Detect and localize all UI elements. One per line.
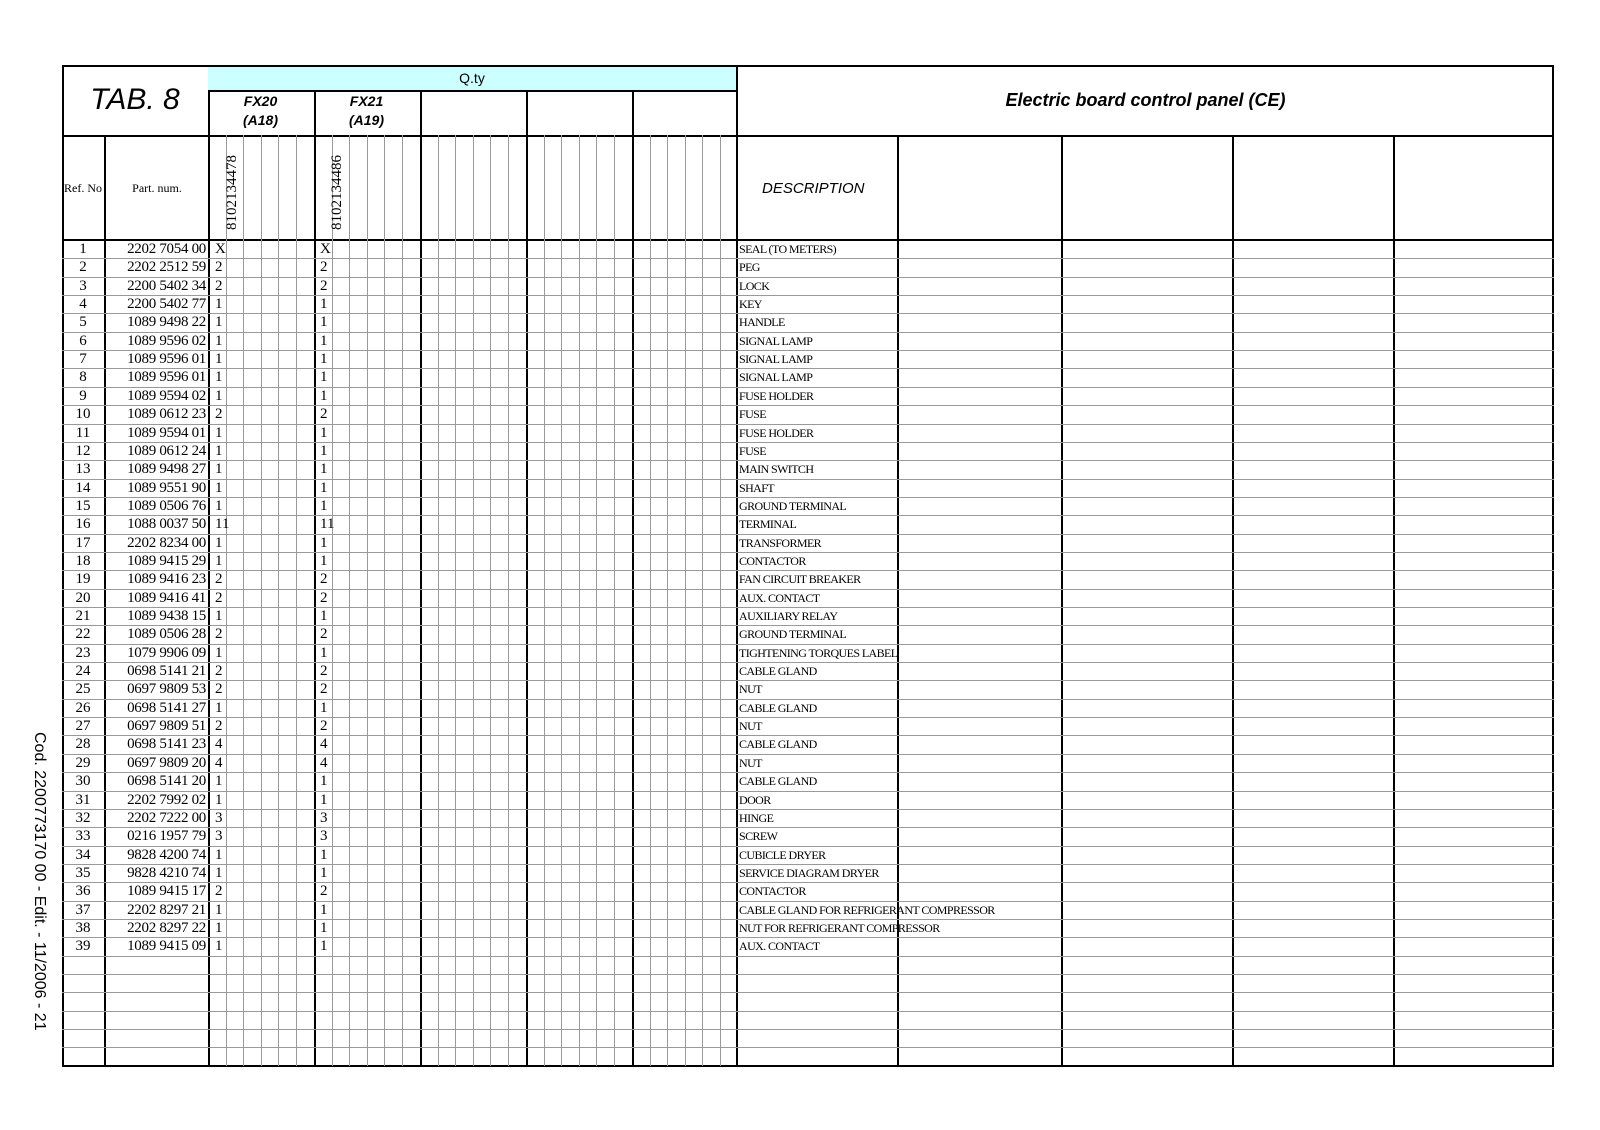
part-number-cell: 0698 5141 27 bbox=[127, 699, 206, 716]
qty-fx20-cell: 4 bbox=[215, 754, 223, 771]
qty-fx21-cell: 2 bbox=[320, 277, 328, 294]
description-cell: SIGNAL LAMP bbox=[739, 333, 813, 348]
qty-fx21-cell: 1 bbox=[320, 644, 328, 661]
description-cell: LOCK bbox=[739, 278, 770, 293]
ref-number-cell: 20 bbox=[75, 589, 91, 606]
table-row bbox=[0, 717, 1600, 735]
part-number-cell: 2202 7222 00 bbox=[127, 809, 206, 826]
table-row bbox=[0, 313, 1600, 331]
qty-fx20-cell: 2 bbox=[215, 277, 223, 294]
table-row bbox=[0, 625, 1600, 643]
ref-number-cell: 6 bbox=[79, 332, 87, 349]
part-number-cell: 1089 9594 01 bbox=[127, 424, 206, 441]
qty-fx21-cell: 1 bbox=[320, 424, 328, 441]
table-row bbox=[0, 699, 1600, 717]
qty-fx20-cell: 1 bbox=[215, 497, 223, 514]
part-number-cell: 1089 9596 02 bbox=[127, 332, 206, 349]
table-row bbox=[0, 424, 1600, 442]
qty-fx20-cell: 1 bbox=[215, 332, 223, 349]
part-number-cell: 0216 1957 79 bbox=[127, 828, 206, 845]
part-number-cell: 1089 9416 41 bbox=[127, 589, 206, 606]
qty-fx20-cell: 1 bbox=[215, 919, 223, 936]
part-number-cell: 1088 0037 50 bbox=[127, 516, 206, 533]
description-cell: FUSE bbox=[739, 443, 766, 458]
qty-fx20-cell: 1 bbox=[215, 901, 223, 918]
ref-number-cell: 12 bbox=[75, 442, 91, 459]
qty-fx20-cell: 1 bbox=[215, 938, 223, 955]
qty-fx21-cell: 1 bbox=[320, 552, 328, 569]
ref-number-cell: 15 bbox=[75, 497, 91, 514]
table-row bbox=[0, 754, 1600, 772]
table-row bbox=[0, 827, 1600, 845]
qty-fx20-cell: 1 bbox=[215, 351, 223, 368]
col-header-ref: Ref. No bbox=[64, 180, 102, 195]
part-number-cell: 1089 0612 23 bbox=[127, 406, 206, 423]
qty-fx20-cell: 1 bbox=[215, 846, 223, 863]
part-number-cell: 0697 9809 53 bbox=[127, 681, 206, 698]
part-number-cell: 2202 8297 21 bbox=[127, 901, 206, 918]
qty-fx21-cell: 1 bbox=[320, 461, 328, 478]
description-cell: TIGHTENING TORQUES LABEL bbox=[739, 645, 898, 660]
ref-number-cell: 36 bbox=[75, 883, 91, 900]
description-cell: AUX. CONTACT bbox=[739, 590, 820, 605]
table-row bbox=[0, 552, 1600, 570]
qty-fx21-cell: 1 bbox=[320, 296, 328, 313]
qty-fx21-cell: 1 bbox=[320, 901, 328, 918]
qty-fx21-cell: 1 bbox=[320, 314, 328, 331]
qty-fx20-cell: 1 bbox=[215, 608, 223, 624]
part-number-cell: 1089 0506 76 bbox=[127, 497, 206, 514]
grid-line bbox=[62, 974, 1554, 975]
qty-fx20-cell: 1 bbox=[215, 864, 223, 881]
part-number-cell: 1089 9415 17 bbox=[127, 883, 206, 900]
qty-fx20-cell: 2 bbox=[215, 259, 223, 276]
description-cell: HANDLE bbox=[739, 315, 785, 330]
qty-fx20-cell: 1 bbox=[215, 461, 223, 478]
description-cell: NUT bbox=[739, 719, 762, 734]
qty-fx20-cell: 1 bbox=[215, 387, 223, 404]
part-number-cell: 2202 7054 00 bbox=[127, 241, 206, 257]
part-number-cell: 2200 5402 77 bbox=[127, 296, 206, 313]
qty-fx21-cell: 2 bbox=[320, 883, 328, 900]
qty-fx20-cell: 11 bbox=[215, 516, 230, 533]
qty-fx21-cell: 2 bbox=[320, 681, 328, 698]
part-number-cell: 1089 9498 22 bbox=[127, 314, 206, 331]
qty-fx20-cell: 1 bbox=[215, 534, 223, 551]
qty-fx21-cell: 1 bbox=[320, 938, 328, 955]
table-row bbox=[0, 937, 1600, 955]
part-number-cell: 9828 4200 74 bbox=[127, 846, 206, 863]
ref-number-cell: 31 bbox=[75, 791, 91, 808]
qty-fx20-cell: 2 bbox=[215, 626, 223, 643]
grid-line bbox=[62, 956, 1554, 957]
table-row bbox=[0, 479, 1600, 497]
description-cell: NUT bbox=[739, 682, 762, 697]
table-row bbox=[0, 644, 1600, 662]
table-number: TAB. 8 bbox=[90, 83, 180, 116]
description-cell: CUBICLE DRYER bbox=[739, 847, 826, 862]
qty-fx21-cell: 4 bbox=[320, 736, 328, 753]
ref-number-cell: 25 bbox=[75, 681, 91, 698]
model-header-fx21 bbox=[314, 92, 419, 134]
ref-number-cell: 37 bbox=[75, 901, 91, 918]
table-row bbox=[0, 662, 1600, 680]
table-row bbox=[0, 332, 1600, 350]
qty-fx20-cell: 4 bbox=[215, 736, 223, 753]
qty-fx20-cell: 2 bbox=[215, 406, 223, 423]
part-number-cell: 1079 9906 09 bbox=[127, 644, 206, 661]
col-header-description: DESCRIPTION bbox=[762, 179, 865, 197]
ref-number-cell: 13 bbox=[75, 461, 91, 478]
part-number-cell: 9828 4210 74 bbox=[127, 864, 206, 881]
ref-number-cell: 18 bbox=[75, 552, 91, 569]
description-cell: CABLE GLAND bbox=[739, 700, 817, 715]
table-row bbox=[0, 405, 1600, 423]
table-row bbox=[0, 882, 1600, 900]
qty-fx21-cell: 2 bbox=[320, 663, 328, 680]
model-code-fx21: 8102134486 bbox=[329, 155, 345, 230]
description-cell: MAIN SWITCH bbox=[739, 462, 814, 477]
qty-fx20-cell: 1 bbox=[215, 644, 223, 661]
part-number-cell: 0697 9809 51 bbox=[127, 718, 206, 735]
table-row bbox=[0, 791, 1600, 809]
ref-number-cell: 35 bbox=[75, 864, 91, 881]
description-cell: PEG bbox=[739, 260, 760, 275]
qty-fx20-cell: 1 bbox=[215, 699, 223, 716]
qty-fx21-cell: 3 bbox=[320, 828, 328, 845]
ref-number-cell: 9 bbox=[79, 387, 87, 404]
ref-number-cell: 4 bbox=[79, 296, 87, 313]
ref-number-cell: 1 bbox=[79, 241, 87, 257]
ref-number-cell: 32 bbox=[75, 809, 91, 826]
model-variant: (A18) bbox=[242, 112, 278, 128]
description-cell: GROUND TERMINAL bbox=[739, 627, 847, 642]
description-cell: TERMINAL bbox=[739, 517, 797, 532]
qty-fx20-cell: 1 bbox=[215, 369, 223, 386]
qty-fx20-cell: 3 bbox=[215, 828, 223, 845]
qty-fx20-cell: 1 bbox=[215, 424, 223, 441]
qty-fx21-cell: 1 bbox=[320, 919, 328, 936]
ref-number-cell: 28 bbox=[75, 736, 91, 753]
description-cell: HINGE bbox=[739, 810, 774, 825]
qty-fx21-cell: 1 bbox=[320, 479, 328, 496]
ref-number-cell: 10 bbox=[75, 406, 91, 423]
ref-number-cell: 19 bbox=[75, 571, 91, 588]
ref-number-cell: 34 bbox=[75, 846, 91, 863]
part-number-cell: 1089 0612 24 bbox=[127, 442, 206, 459]
qty-fx21-cell: 3 bbox=[320, 809, 328, 826]
qty-fx21-cell: 1 bbox=[320, 332, 328, 349]
table-row bbox=[0, 864, 1600, 882]
col-header-part: Part. num. bbox=[132, 180, 182, 195]
qty-fx20-cell: 2 bbox=[215, 681, 223, 698]
description-cell: CONTACTOR bbox=[739, 553, 806, 568]
table-row bbox=[0, 387, 1600, 405]
table-row bbox=[0, 919, 1600, 937]
ref-number-cell: 33 bbox=[75, 828, 91, 845]
qty-fx21-cell: 1 bbox=[320, 534, 328, 551]
table-row bbox=[0, 240, 1600, 258]
table-row bbox=[0, 295, 1600, 313]
ref-number-cell: 29 bbox=[75, 754, 91, 771]
part-number-cell: 0698 5141 20 bbox=[127, 773, 206, 790]
ref-number-cell: 21 bbox=[75, 608, 91, 624]
qty-label: Q.ty bbox=[459, 70, 485, 86]
qty-fx21-cell: 2 bbox=[320, 718, 328, 735]
table-row bbox=[0, 901, 1600, 919]
table-row bbox=[0, 277, 1600, 295]
part-number-cell: 0698 5141 21 bbox=[127, 663, 206, 680]
description-cell: SERVICE DIAGRAM DRYER bbox=[739, 865, 879, 880]
qty-fx21-cell: X bbox=[320, 241, 331, 257]
qty-fx21-cell: 2 bbox=[320, 406, 328, 423]
qty-fx21-cell: 1 bbox=[320, 608, 328, 624]
table-row bbox=[0, 589, 1600, 607]
table-row bbox=[0, 735, 1600, 753]
table-row bbox=[0, 258, 1600, 276]
ref-number-cell: 3 bbox=[79, 277, 87, 294]
description-cell: FUSE HOLDER bbox=[739, 425, 814, 440]
table-row bbox=[0, 680, 1600, 698]
ref-number-cell: 24 bbox=[75, 663, 91, 680]
description-cell: TRANSFORMER bbox=[739, 535, 822, 550]
ref-number-cell: 22 bbox=[75, 626, 91, 643]
description-cell: CONTACTOR bbox=[739, 884, 806, 899]
table-row bbox=[0, 772, 1600, 790]
table-row bbox=[0, 497, 1600, 515]
description-cell: NUT FOR REFRIGERANT COMPRESSOR bbox=[739, 920, 940, 935]
qty-fx21-cell: 1 bbox=[320, 864, 328, 881]
qty-fx21-cell: 4 bbox=[320, 754, 328, 771]
qty-fx21-cell: 2 bbox=[320, 626, 328, 643]
qty-fx21-cell: 1 bbox=[320, 846, 328, 863]
qty-fx21-cell: 1 bbox=[320, 791, 328, 808]
part-number-cell: 1089 9594 02 bbox=[127, 387, 206, 404]
qty-fx20-cell: 1 bbox=[215, 442, 223, 459]
qty-fx21-cell: 1 bbox=[320, 351, 328, 368]
part-number-cell: 2202 8297 22 bbox=[127, 919, 206, 936]
qty-fx21-cell: 2 bbox=[320, 259, 328, 276]
ref-number-cell: 11 bbox=[75, 424, 91, 441]
ref-number-cell: 2 bbox=[79, 259, 87, 276]
description-cell: FUSE HOLDER bbox=[739, 388, 814, 403]
qty-fx21-cell: 1 bbox=[320, 442, 328, 459]
grid-line bbox=[62, 1029, 1554, 1030]
ref-number-cell: 16 bbox=[75, 516, 91, 533]
table-row bbox=[0, 809, 1600, 827]
qty-fx20-cell: 2 bbox=[215, 589, 223, 606]
part-number-cell: 2200 5402 34 bbox=[127, 277, 206, 294]
table-row bbox=[0, 534, 1600, 552]
qty-fx21-cell: 2 bbox=[320, 571, 328, 588]
qty-fx20-cell: 1 bbox=[215, 791, 223, 808]
ref-number-cell: 26 bbox=[75, 699, 91, 716]
qty-fx21-cell: 1 bbox=[320, 773, 328, 790]
description-cell: KEY bbox=[739, 297, 762, 312]
model-code-fx20: 8102134478 bbox=[224, 155, 240, 230]
table-row bbox=[0, 350, 1600, 368]
description-cell: DOOR bbox=[739, 792, 771, 807]
description-cell: FAN CIRCUIT BREAKER bbox=[739, 572, 861, 587]
model-name: FX20 bbox=[243, 93, 278, 109]
qty-fx20-cell: 2 bbox=[215, 571, 223, 588]
part-number-cell: 1089 9596 01 bbox=[127, 369, 206, 386]
model-header-fx20 bbox=[208, 92, 313, 134]
description-cell: SIGNAL LAMP bbox=[739, 370, 813, 385]
qty-fx20-cell: 3 bbox=[215, 809, 223, 826]
description-cell: AUXILIARY RELAY bbox=[739, 609, 838, 623]
qty-fx21-cell: 1 bbox=[320, 699, 328, 716]
qty-fx21-cell: 2 bbox=[320, 589, 328, 606]
part-number-cell: 1089 9415 09 bbox=[127, 938, 206, 955]
model-variant: (A19) bbox=[348, 112, 384, 128]
description-cell: AUX. CONTACT bbox=[739, 939, 820, 954]
table-row bbox=[0, 846, 1600, 864]
table-row bbox=[0, 607, 1600, 625]
grid-line bbox=[62, 1011, 1554, 1012]
part-number-cell: 2202 8234 00 bbox=[127, 534, 206, 551]
table-row bbox=[0, 570, 1600, 588]
table-row bbox=[0, 515, 1600, 533]
part-number-cell: 0697 9809 20 bbox=[127, 754, 206, 771]
description-cell: NUT bbox=[739, 755, 762, 770]
ref-number-cell: 17 bbox=[75, 534, 91, 551]
qty-fx20-cell: X bbox=[215, 241, 226, 257]
ref-number-cell: 23 bbox=[75, 644, 91, 661]
qty-fx20-cell: 2 bbox=[215, 883, 223, 900]
document-code: Cod. 2200773170 00 - Edit. - 11/2006 - 21 bbox=[31, 732, 48, 1031]
table-row bbox=[0, 368, 1600, 386]
part-number-cell: 1089 9498 27 bbox=[127, 461, 206, 478]
part-number-cell: 1089 9551 90 bbox=[127, 479, 206, 496]
qty-fx20-cell: 1 bbox=[215, 479, 223, 496]
description-cell: SIGNAL LAMP bbox=[739, 352, 813, 367]
ref-number-cell: 30 bbox=[75, 773, 91, 790]
qty-fx21-cell: 1 bbox=[320, 387, 328, 404]
ref-number-cell: 38 bbox=[75, 919, 91, 936]
part-number-cell: 2202 2512 59 bbox=[127, 259, 206, 276]
ref-number-cell: 14 bbox=[75, 479, 91, 496]
page-title: Electric board control panel (CE) bbox=[1005, 89, 1286, 110]
part-number-cell: 1089 0506 28 bbox=[127, 626, 206, 643]
table-row bbox=[0, 460, 1600, 478]
ref-number-cell: 8 bbox=[79, 369, 87, 386]
description-cell: SCREW bbox=[739, 829, 778, 844]
qty-fx20-cell: 2 bbox=[215, 718, 223, 735]
part-number-cell: 2202 7992 02 bbox=[127, 791, 206, 808]
description-cell: CABLE GLAND bbox=[739, 774, 817, 789]
description-cell: SEAL (TO METERS) bbox=[739, 242, 837, 256]
part-number-cell: 1089 9415 29 bbox=[127, 552, 206, 569]
grid-line bbox=[62, 992, 1554, 993]
qty-fx20-cell: 1 bbox=[215, 552, 223, 569]
qty-fx21-cell: 1 bbox=[320, 497, 328, 514]
ref-number-cell: 27 bbox=[75, 718, 91, 735]
model-name: FX21 bbox=[349, 93, 384, 109]
description-cell: FUSE bbox=[739, 407, 766, 422]
table-row bbox=[0, 442, 1600, 460]
part-number-cell: 1089 9438 15 bbox=[127, 608, 206, 624]
part-number-cell: 0698 5141 23 bbox=[127, 736, 206, 753]
ref-number-cell: 5 bbox=[79, 314, 87, 331]
qty-fx20-cell: 2 bbox=[215, 663, 223, 680]
grid-line bbox=[62, 1047, 1554, 1048]
qty-fx20-cell: 1 bbox=[215, 773, 223, 790]
part-number-cell: 1089 9416 23 bbox=[127, 571, 206, 588]
qty-fx21-cell: 1 bbox=[320, 369, 328, 386]
description-cell: CABLE GLAND bbox=[739, 737, 817, 752]
qty-fx20-cell: 1 bbox=[215, 314, 223, 331]
description-cell: GROUND TERMINAL bbox=[739, 498, 847, 513]
ref-number-cell: 39 bbox=[75, 938, 91, 955]
description-cell: CABLE GLAND FOR REFRIGERANT COMPRESSOR bbox=[739, 902, 995, 917]
part-number-cell: 1089 9596 01 bbox=[127, 351, 206, 368]
qty-header-band bbox=[208, 67, 736, 91]
grid-line bbox=[62, 1065, 1554, 1067]
description-cell: SHAFT bbox=[739, 480, 775, 495]
qty-fx21-cell: 11 bbox=[320, 516, 335, 533]
ref-number-cell: 7 bbox=[79, 351, 87, 368]
qty-fx20-cell: 1 bbox=[215, 296, 223, 313]
description-cell: CABLE GLAND bbox=[739, 664, 817, 679]
